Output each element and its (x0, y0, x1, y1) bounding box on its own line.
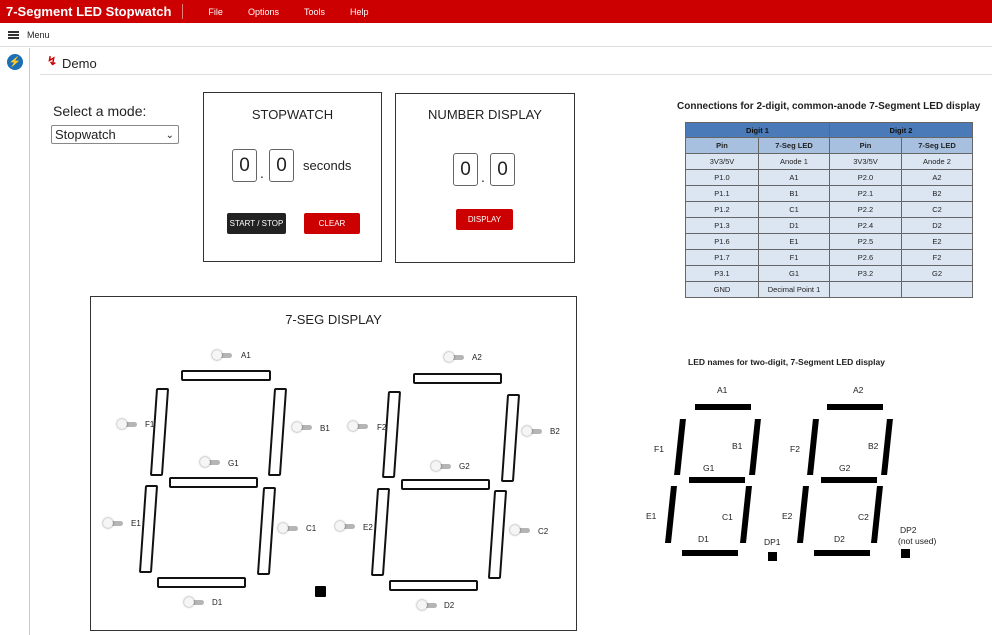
toggle-c2[interactable] (510, 525, 530, 535)
start-stop-button[interactable]: START / STOP (227, 213, 286, 234)
table-row (686, 170, 973, 186)
group-digit-1: Digit 1 (686, 123, 830, 138)
mode-select[interactable] (51, 125, 179, 144)
toggle-e2[interactable] (335, 521, 355, 531)
toggle-g1[interactable] (200, 457, 220, 467)
toggle-c1[interactable] (278, 523, 298, 533)
display-button[interactable]: DISPLAY (456, 209, 513, 230)
table-cell: Anode 1 (759, 154, 830, 170)
table-cell: A2 (902, 170, 973, 186)
table-cell: A1 (759, 170, 830, 186)
clear-button[interactable]: CLEAR (304, 213, 360, 234)
chevron-down-icon: ⌄ (165, 130, 174, 141)
toggle-e2-label: E2 (363, 523, 373, 532)
led-label-dp2-note: (not used) (898, 536, 937, 546)
table-row (686, 186, 973, 202)
toggle-c1-label: C1 (306, 524, 317, 533)
stopwatch-digit-2: 0 (269, 149, 294, 182)
table-cell: P1.6 (686, 234, 759, 250)
mode-label: Select a mode: (53, 103, 147, 119)
led-label-e2: E2 (782, 511, 793, 521)
table-cell: P2.0 (830, 170, 902, 186)
table-cell: P1.1 (686, 186, 759, 202)
segment-e1 (139, 485, 158, 573)
page-header (40, 50, 992, 75)
table-row (686, 266, 973, 282)
led-label-g1: G1 (703, 463, 715, 473)
led-names-title: LED names for two-digit, 7-Segment LED display (688, 357, 885, 367)
table-cell: P2.6 (830, 250, 902, 266)
toggle-d1-label: D1 (212, 598, 223, 607)
toggle-b1[interactable] (292, 422, 312, 432)
toggle-e1[interactable] (103, 518, 123, 528)
toggle-e1-label: E1 (131, 519, 141, 528)
led-seg-c1 (740, 486, 752, 543)
table-row (686, 154, 973, 170)
led-seg-a2 (827, 404, 883, 410)
connections-title: Connections for 2-digit, common-anode 7-Segment LED display (677, 101, 981, 112)
led-seg-d1 (682, 550, 738, 556)
segment-g2 (401, 479, 490, 490)
toggle-a1[interactable] (212, 350, 232, 360)
segment-g1 (169, 477, 258, 488)
seconds-label: seconds (303, 158, 352, 173)
table-cell: B1 (759, 186, 830, 202)
menu-help[interactable]: Help (349, 6, 369, 17)
decimal-dot: . (481, 169, 485, 185)
toggle-f1[interactable] (117, 419, 137, 429)
led-seg-b2 (881, 419, 893, 475)
col-header: 7-Seg LED (759, 138, 830, 154)
sidebar (0, 48, 30, 635)
menu-options[interactable]: Options (247, 6, 279, 17)
led-seg-d2 (814, 550, 870, 556)
stopwatch-title: STOPWATCH (251, 107, 334, 122)
table-cell: E1 (759, 234, 830, 250)
led-seg-f1 (674, 419, 686, 475)
table-cell (902, 282, 973, 298)
toggle-g1-label: G1 (228, 459, 239, 468)
toggle-a2-label: A2 (472, 353, 482, 362)
number-display-title: NUMBER DISPLAY (428, 107, 542, 122)
table-cell: E2 (902, 234, 973, 250)
col-header: Pin (686, 138, 759, 154)
led-label-d1: D1 (698, 534, 709, 544)
led-seg-c2 (871, 486, 883, 543)
led-label-a2: A2 (853, 385, 864, 395)
table-cell: GND (686, 282, 759, 298)
demo-bolt-icon: ↯ (47, 54, 58, 68)
seven-seg-title: 7-SEG DISPLAY (285, 312, 382, 327)
led-seg-e2 (797, 486, 809, 543)
toggle-f1-label: F1 (145, 420, 155, 429)
table-cell: P3.1 (686, 266, 759, 282)
led-label-dp2: DP2 (900, 525, 917, 535)
toggle-a2[interactable] (444, 352, 464, 362)
mode-selected-value: Stopwatch (55, 127, 116, 142)
table-cell: Decimal Point 1 (759, 282, 830, 298)
table-cell: C2 (902, 202, 973, 218)
led-seg-e1 (665, 486, 677, 543)
stopwatch-digit-1: 0 (232, 149, 257, 182)
col-header: 7-Seg LED (902, 138, 973, 154)
table-cell: G2 (902, 266, 973, 282)
group-digit-2: Digit 2 (830, 123, 973, 138)
segment-c2 (488, 490, 507, 579)
table-cell: 3V3/5V (830, 154, 902, 170)
toggle-g2-label: G2 (459, 462, 470, 471)
decimal-point-1 (315, 586, 326, 597)
led-label-b2: B2 (868, 441, 879, 451)
toggle-d1[interactable] (184, 597, 204, 607)
led-label-b1: B1 (732, 441, 743, 451)
toggle-d2-label: D2 (444, 601, 455, 610)
col-header: Pin (830, 138, 902, 154)
table-cell: P3.2 (830, 266, 902, 282)
hamburger-icon[interactable] (8, 31, 19, 39)
table-cell: P1.7 (686, 250, 759, 266)
segment-a1 (181, 370, 271, 381)
table-cell: P2.1 (830, 186, 902, 202)
table-cell: F1 (759, 250, 830, 266)
toggle-g2[interactable] (431, 461, 451, 471)
table-cell: P1.2 (686, 202, 759, 218)
table-cell: P1.3 (686, 218, 759, 234)
segment-b1 (268, 388, 287, 476)
menu-toggle-label[interactable]: Menu (27, 29, 50, 40)
table-row (686, 234, 973, 250)
led-seg-g2 (821, 477, 877, 483)
segment-c1 (257, 487, 276, 575)
table-cell: 3V3/5V (686, 154, 759, 170)
segment-b2 (501, 394, 520, 482)
table-cell: D2 (902, 218, 973, 234)
toggle-b2[interactable] (522, 426, 542, 436)
led-label-e1: E1 (646, 511, 657, 521)
table-cell (830, 282, 902, 298)
table-cell: F2 (902, 250, 973, 266)
lightning-icon[interactable]: ⚡ (7, 54, 23, 70)
toggle-b2-label: B2 (550, 427, 560, 436)
table-cell: G1 (759, 266, 830, 282)
led-label-dp1: DP1 (764, 537, 781, 547)
led-seg-b1 (749, 419, 761, 475)
toggle-f2[interactable] (348, 421, 368, 431)
table-row (686, 250, 973, 266)
segment-d2 (389, 580, 478, 591)
table-cell: C1 (759, 202, 830, 218)
menu-file[interactable]: File (208, 6, 223, 17)
led-seg-f2 (807, 419, 819, 475)
number-digit-1: 0 (453, 153, 478, 186)
led-label-a1: A1 (717, 385, 728, 395)
decimal-dot: . (260, 165, 264, 181)
toggle-a1-label: A1 (241, 351, 251, 360)
connections-table (685, 122, 973, 298)
table-cell: Anode 2 (902, 154, 973, 170)
toggle-b1-label: B1 (320, 424, 330, 433)
number-display-panel (395, 93, 575, 263)
table-cell: P2.4 (830, 218, 902, 234)
table-cell: P1.0 (686, 170, 759, 186)
menu-bar (0, 23, 992, 47)
toggle-f2-label: F2 (377, 423, 387, 432)
table-cell: D1 (759, 218, 830, 234)
segment-f2 (382, 391, 401, 478)
stopwatch-panel (203, 92, 382, 262)
led-dp1 (768, 552, 777, 561)
app-title: 7-Segment LED Stopwatch (0, 4, 183, 19)
led-label-c2: C2 (858, 512, 869, 522)
table-cell: B2 (902, 186, 973, 202)
table-row (686, 218, 973, 234)
toggle-d2[interactable] (417, 600, 437, 610)
table-row (686, 202, 973, 218)
segment-d1 (157, 577, 246, 588)
table-cell: P2.5 (830, 234, 902, 250)
led-seg-g1 (689, 477, 745, 483)
led-label-d2: D2 (834, 534, 845, 544)
menu-tools[interactable]: Tools (303, 6, 325, 17)
app-title-bar (0, 0, 992, 23)
segment-e2 (371, 488, 390, 576)
segment-a2 (413, 373, 502, 384)
segment-f1 (150, 388, 169, 476)
table-row (686, 282, 973, 298)
toggle-c2-label: C2 (538, 527, 549, 536)
table-cell: P2.2 (830, 202, 902, 218)
led-label-c1: C1 (722, 512, 733, 522)
led-label-f2: F2 (790, 444, 800, 454)
led-seg-a1 (695, 404, 751, 410)
seven-seg-panel (90, 296, 577, 631)
led-dp2 (901, 549, 910, 558)
number-digit-2: 0 (490, 153, 515, 186)
led-label-f1: F1 (654, 444, 664, 454)
led-label-g2: G2 (839, 463, 851, 473)
page-title: Demo (62, 56, 97, 71)
